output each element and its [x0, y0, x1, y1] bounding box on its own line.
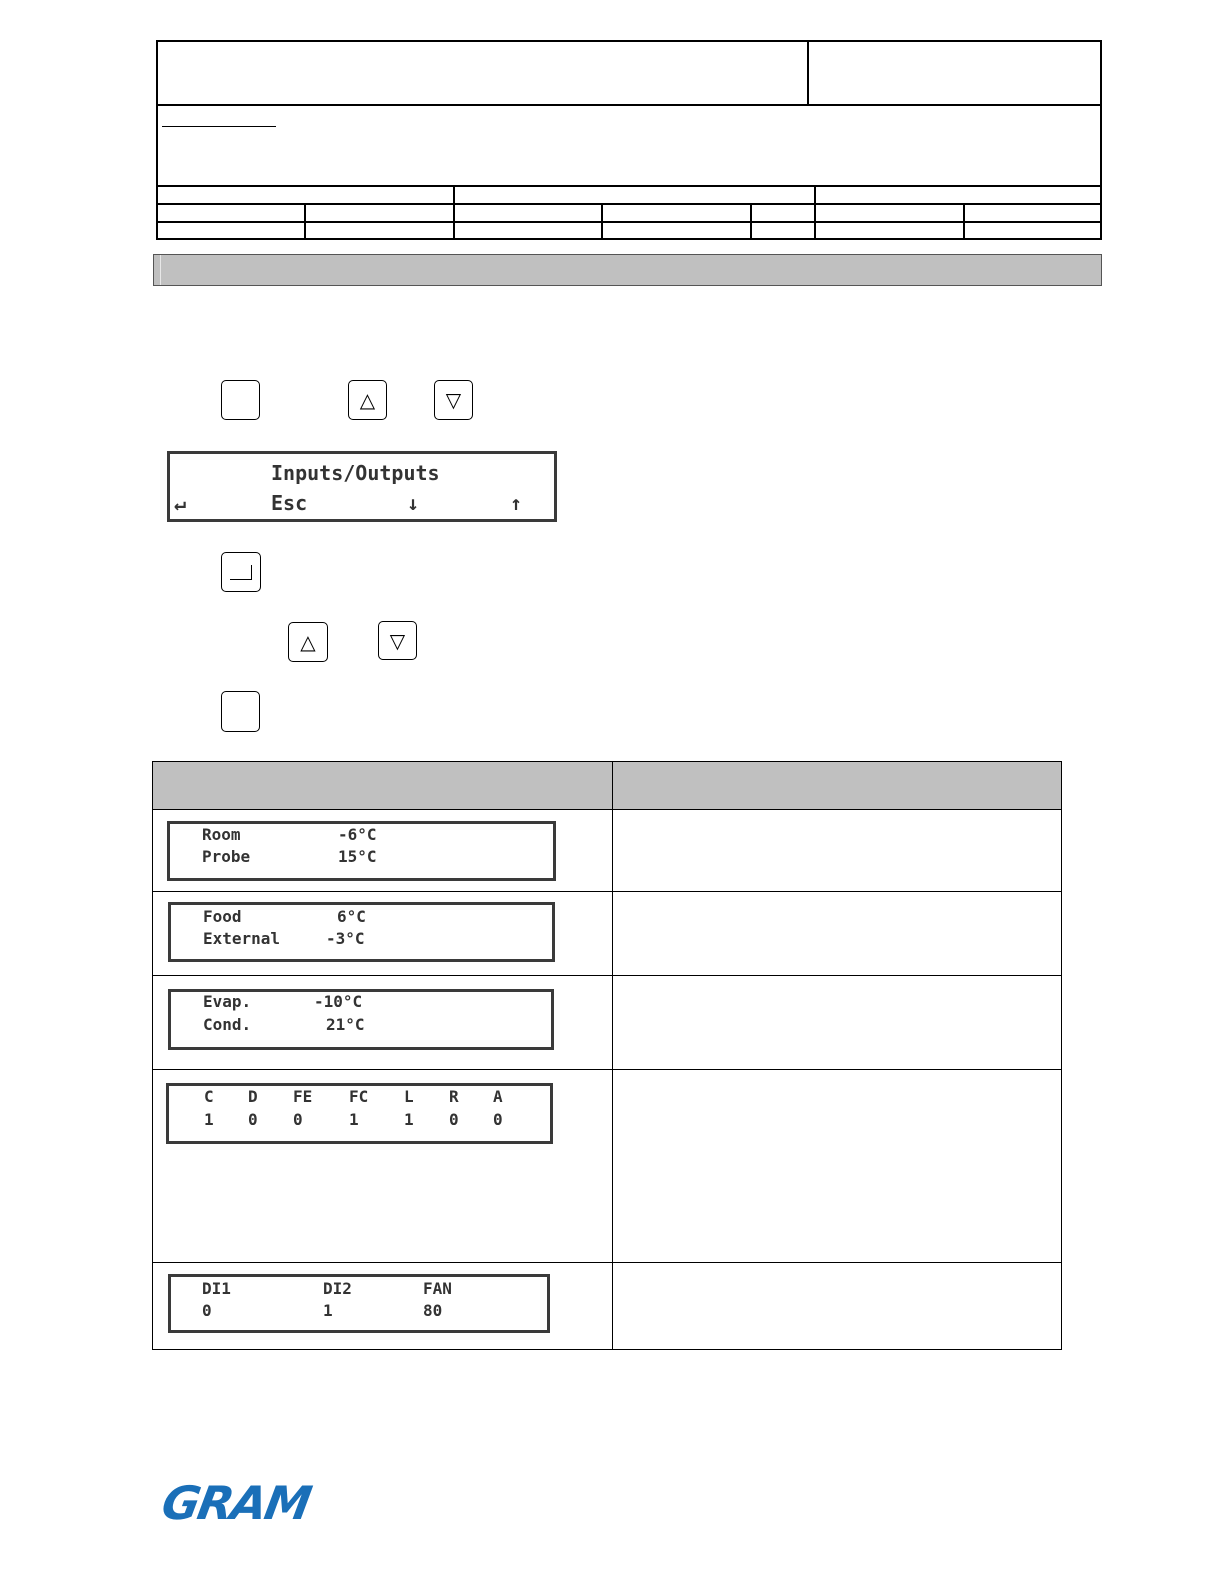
- input-header: FAN: [423, 1279, 452, 1298]
- esc-label: Esc: [271, 491, 308, 515]
- header-divider: [453, 185, 455, 203]
- reading-label: Probe: [202, 847, 251, 866]
- relay-header: A: [493, 1087, 503, 1106]
- evap-cond-display: [168, 989, 554, 1050]
- digital-input-display: [168, 1274, 550, 1333]
- up-arrow-icon: ↑: [510, 491, 523, 515]
- reading-value: -3°C: [326, 929, 365, 948]
- input-value: 0: [202, 1301, 212, 1320]
- relay-header: FC: [349, 1087, 369, 1106]
- header-divider: [158, 203, 1100, 205]
- food-external-display: [168, 902, 555, 962]
- reading-value: 15°C: [338, 847, 377, 866]
- relay-value: 0: [449, 1110, 459, 1129]
- relay-header: L: [404, 1087, 414, 1106]
- header-divider: [963, 203, 965, 240]
- input-value: 80: [423, 1301, 443, 1320]
- enter-icon: [230, 565, 252, 580]
- relay-value: 0: [493, 1110, 503, 1129]
- relay-value: 0: [293, 1110, 303, 1129]
- relay-value: 1: [404, 1110, 414, 1129]
- section-title-bar: [153, 254, 1102, 286]
- reading-label: External: [203, 929, 281, 948]
- menu-lcd-display: [167, 451, 557, 522]
- up-arrow-icon: △: [359, 388, 376, 412]
- header-divider: [304, 203, 306, 240]
- header-divider: [814, 185, 816, 203]
- table-divider: [153, 891, 1061, 892]
- input-header: DI1: [202, 1279, 231, 1298]
- reading-label: Cond.: [203, 1015, 252, 1034]
- down-key: [434, 380, 473, 420]
- header-divider: [158, 221, 1100, 223]
- down-arrow-icon: ▽: [389, 628, 406, 653]
- table-divider: [153, 1262, 1061, 1263]
- header-divider: [158, 185, 1100, 187]
- document-header-form: [156, 40, 1102, 240]
- input-header: DI2: [323, 1279, 352, 1298]
- relay-header: FE: [293, 1087, 313, 1106]
- reading-value: 21°C: [326, 1015, 365, 1034]
- header-divider: [158, 104, 1100, 106]
- table-header-row: [153, 762, 1061, 809]
- header-divider: [750, 203, 752, 240]
- table-divider: [153, 809, 1061, 810]
- header-divider: [453, 203, 455, 240]
- relay-header: C: [204, 1087, 214, 1106]
- menu-title: Inputs/Outputs: [271, 461, 440, 485]
- blank-key: [221, 380, 260, 420]
- relay-header: R: [449, 1087, 459, 1106]
- up-arrow-icon: △: [300, 630, 316, 654]
- relay-value: 1: [204, 1110, 214, 1129]
- relay-status-display: [166, 1083, 553, 1144]
- table-divider: [153, 975, 1061, 976]
- table-divider: [153, 1069, 1061, 1070]
- down-arrow-icon: ▽: [445, 388, 462, 412]
- down-key: [378, 621, 417, 660]
- reading-label: Food: [203, 907, 242, 926]
- header-divider: [807, 42, 809, 104]
- header-divider: [814, 203, 816, 240]
- relay-header: D: [248, 1087, 258, 1106]
- reading-value: -10°C: [314, 992, 363, 1011]
- table-divider: [612, 762, 613, 1349]
- gram-logo: GRAM: [157, 1476, 314, 1530]
- input-value: 1: [323, 1301, 333, 1320]
- enter-icon: ↵: [174, 491, 187, 515]
- relay-value: 1: [349, 1110, 359, 1129]
- header-divider: [601, 203, 603, 240]
- blank-underline: [162, 126, 276, 127]
- enter-key: [221, 552, 261, 592]
- up-key: [288, 622, 328, 662]
- reading-label: Room: [202, 825, 241, 844]
- relay-value: 0: [248, 1110, 258, 1129]
- reading-value: 6°C: [337, 907, 366, 926]
- blank-key: [221, 691, 260, 732]
- up-key: [348, 380, 387, 420]
- room-probe-display: [167, 821, 556, 881]
- reading-value: -6°C: [338, 825, 377, 844]
- down-arrow-icon: ↓: [407, 491, 420, 515]
- reading-label: Evap.: [203, 992, 252, 1011]
